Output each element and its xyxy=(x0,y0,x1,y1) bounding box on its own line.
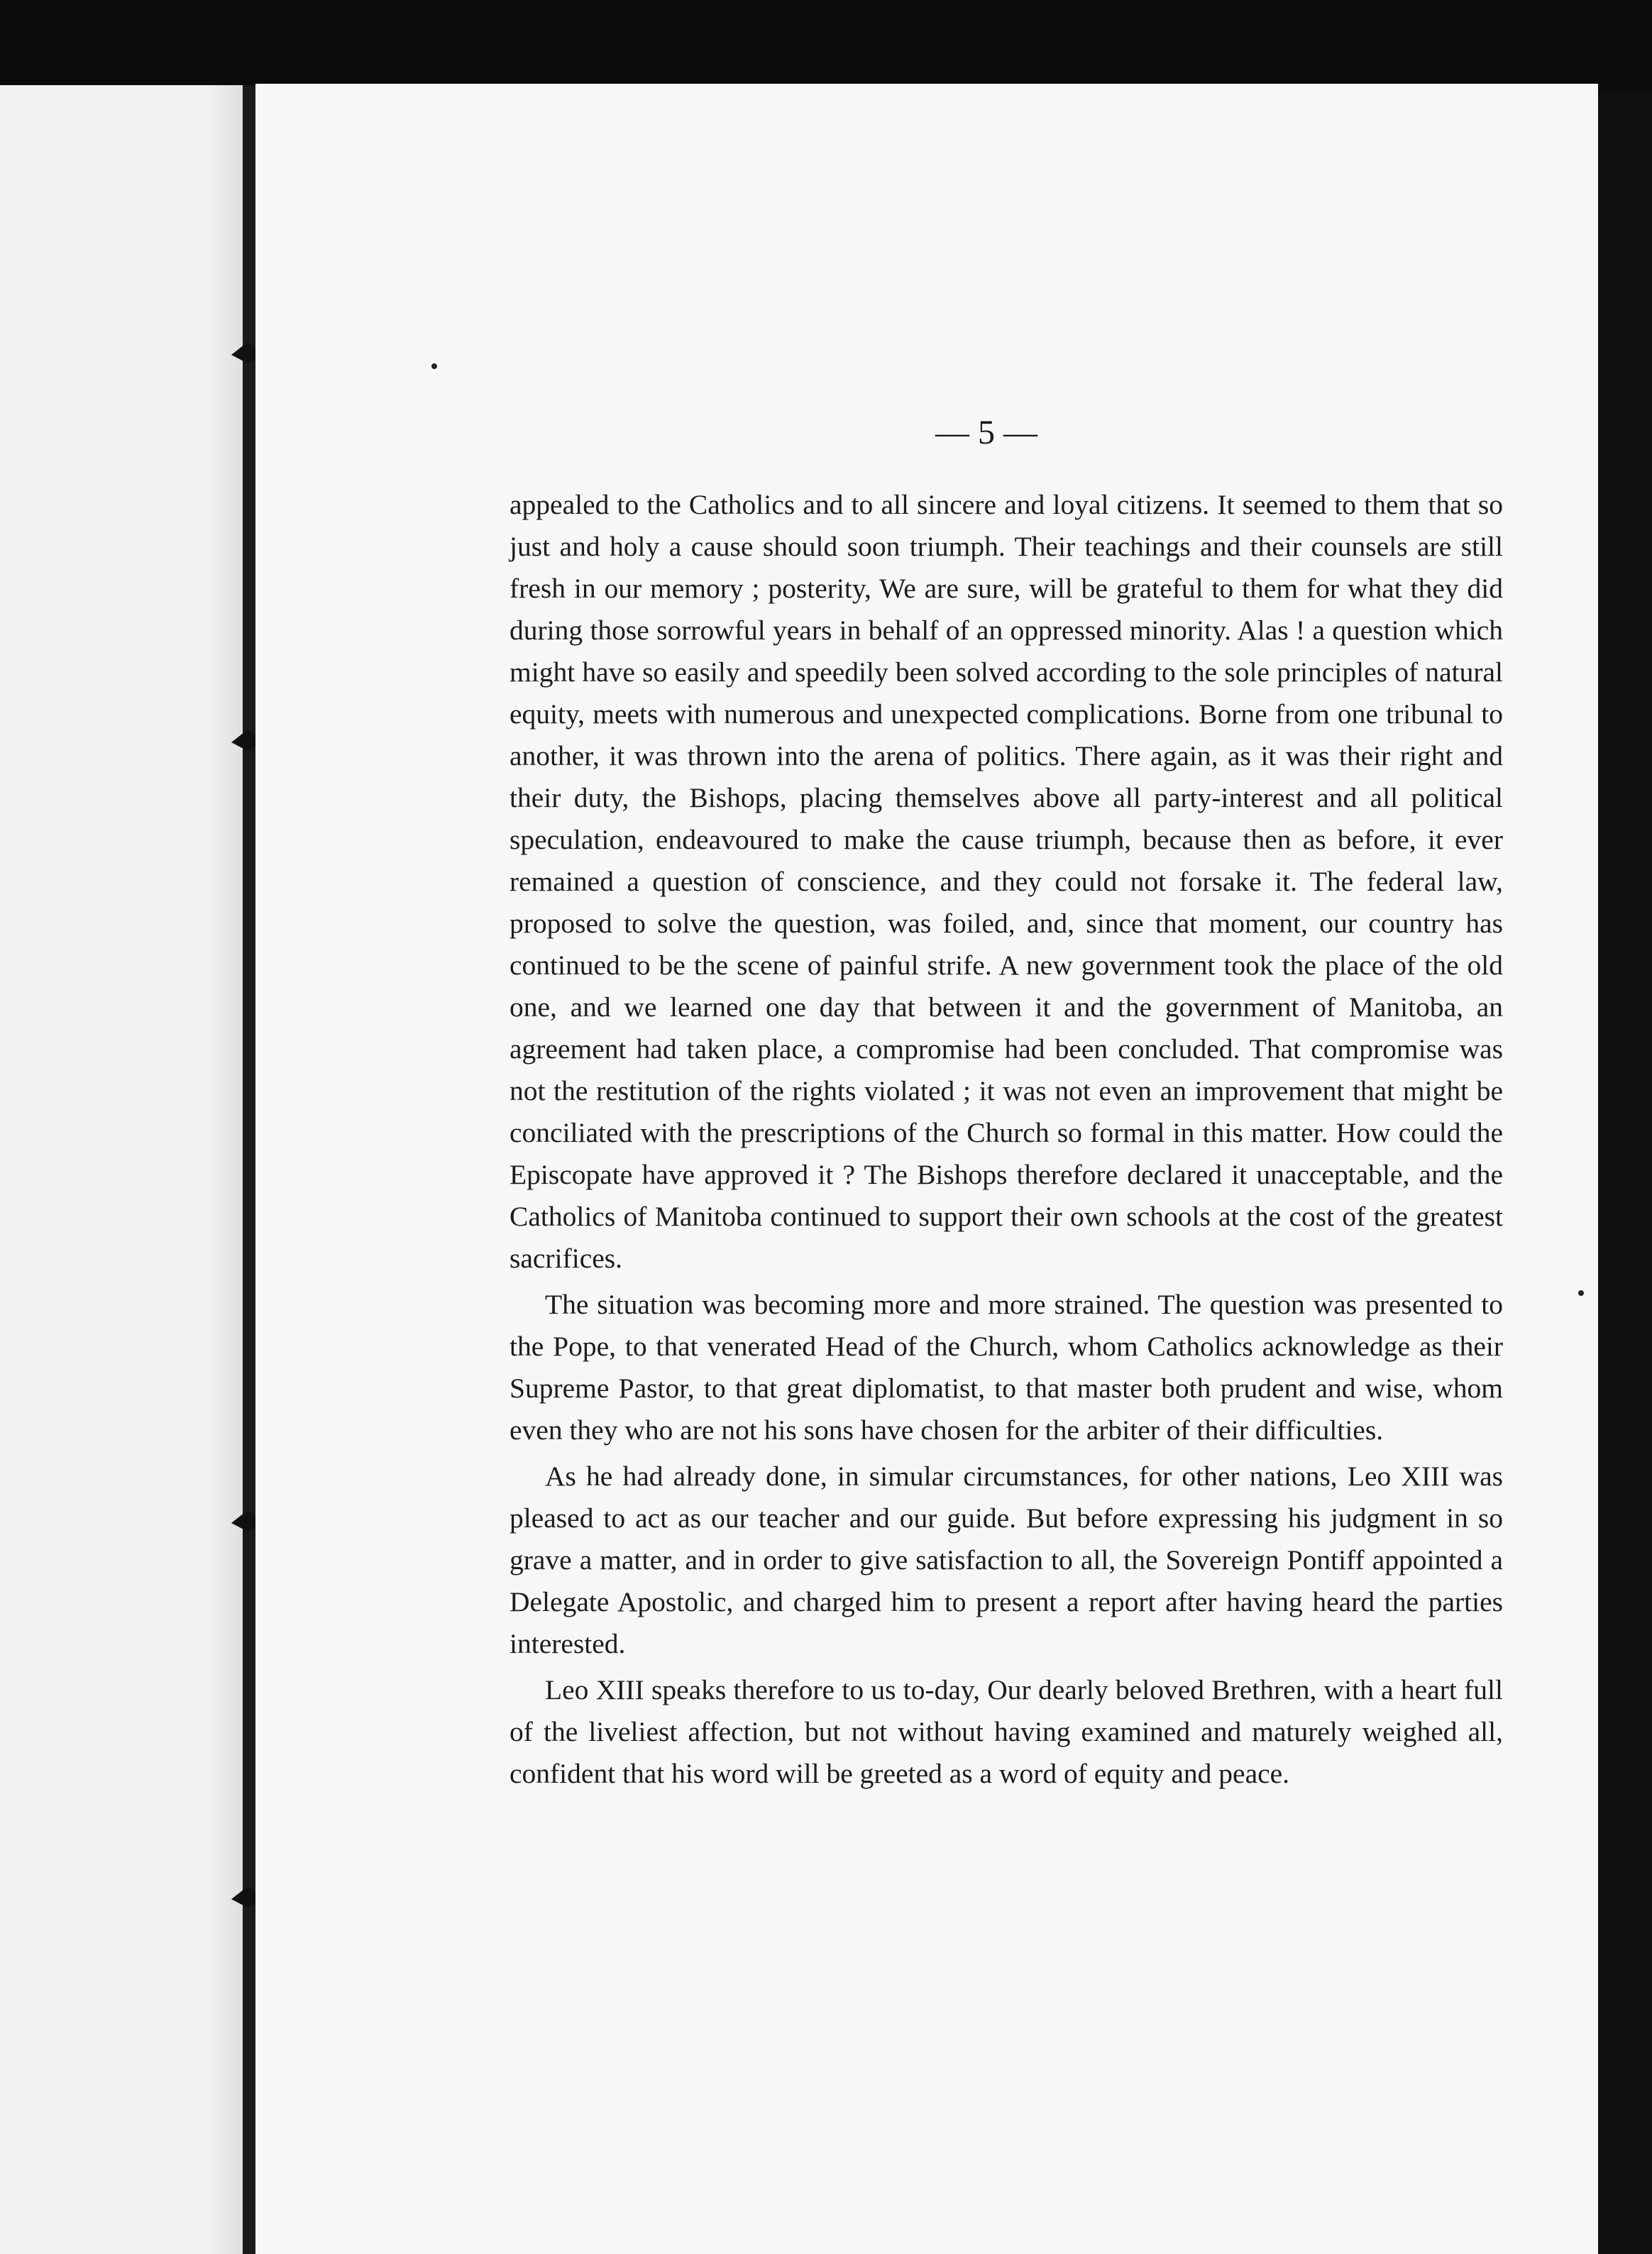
paragraph-2: The situation was becoming more and more strained. The question was presented to the Pope, to that venerated Head of the Church, whom Catholics acknowledge as their Supreme Pastor, to that great diplomatist, to that master both prudent and wise, whom even they who are not his sons have chosen for the arbiter of their difficulties. xyxy=(510,1289,1503,1446)
scan-speck xyxy=(431,363,437,369)
scan-border-right xyxy=(1598,92,1652,2254)
scan-border-top xyxy=(0,0,1652,92)
page-number: — 5 — xyxy=(935,414,1037,451)
left-page-leaf xyxy=(0,85,248,2254)
paragraph-4: Leo XIII speaks therefore to us to-day, Our dearly beloved Brethren, with a heart full of the liveliest affection, but not without having examined and maturely weighed all, confident that his word will be greeted as a word of equity and peace. xyxy=(510,1674,1503,1789)
scan-speck xyxy=(1578,1290,1584,1296)
gutter-shadow xyxy=(206,85,248,2254)
paragraph-1: appealed to the Catholics and to all sincere and loyal citizens. It seemed to them that so just and holy a cause should soon triumph. Their teachings and their counsels are still fresh in our memory ; posterity, We are sure, will be grateful to them for what they did during those sorrowful years in behalf of an oppressed minority. Alas ! a question which might have so easily and speedily been solved according to the sole principles of natural equity, meets with numerous and unexpected complications. Borne from one tribunal to another, it was thrown into the arena of politics. There again, as it was their right and their duty, the Bishops, placing themselves above all party-interest and all political speculation, endeavoured to make the cause triumph, because then as before, it ever remained a question of conscience, and they could not forsake it. The federal law, proposed to solve the question, was foiled, and, since that moment, our country has continued to be the scene of painful strife. A new government took the place of the old one, and we learned one day that between it and the government of Manitoba, an agreement had taken place, a compromise had been concluded. That compromise was not the restitution of the rights violated ; it was not even an improvement that might be conciliated with the prescriptions of the Church so formal in this matter. How could the Episcopate have approved it ? The Bishops therefore declared it unacceptable, and the Catholics of Manitoba continued to support their own schools at the cost of the greatest sacrifices. xyxy=(510,489,1503,1274)
body-text xyxy=(510,484,1503,1795)
binding-spine xyxy=(243,85,255,2254)
paragraph-3: As he had already done, in simular circumstances, for other nations, Leo XIII was pleased to act as our teacher and our guide. But before expressing his judgment in so grave a matter, and in order to give satisfaction to all, the Sovereign Pontiff appointed a Delegate Apostolic, and charged him to present a report after having heard the parties interested. xyxy=(510,1461,1503,1659)
